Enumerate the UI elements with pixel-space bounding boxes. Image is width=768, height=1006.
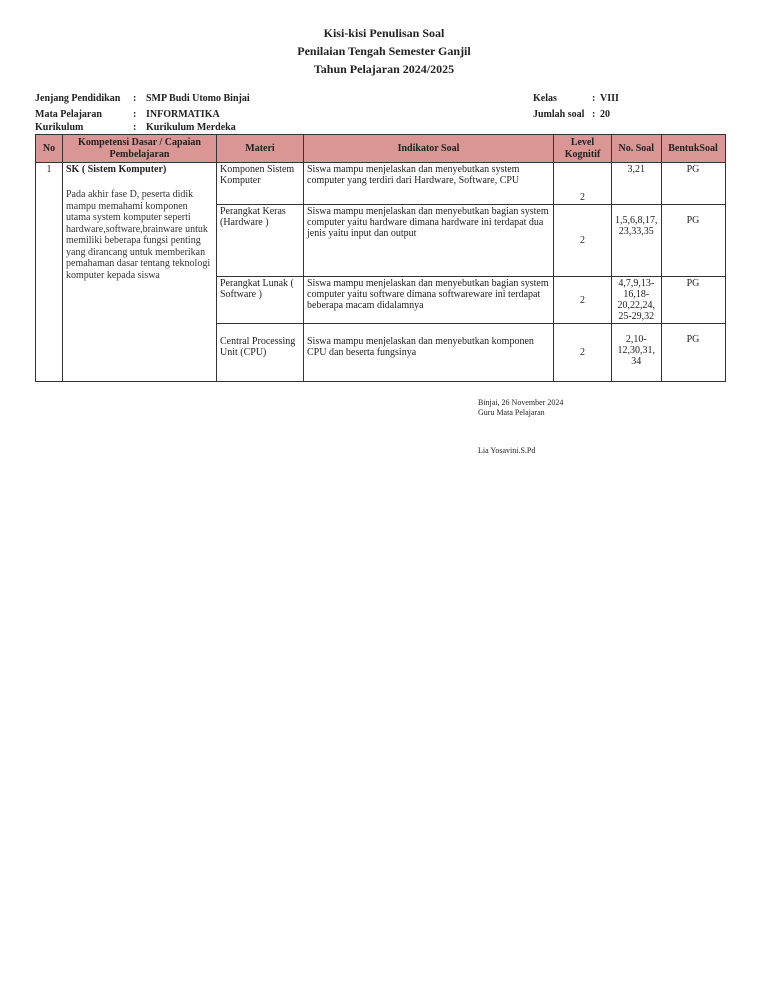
header-indikator: Indikator Soal <box>304 135 554 163</box>
signature-role: Guru Mata Pelajaran <box>478 408 545 417</box>
row-no: 1 <box>36 163 63 382</box>
colon: : <box>592 93 596 104</box>
colon: : <box>133 93 137 104</box>
colon: : <box>133 122 137 133</box>
mapel-label: Mata Pelajaran <box>35 109 102 120</box>
jumlah-value: 20 <box>600 109 610 120</box>
mapel-value: INFORMATIKA <box>146 109 220 120</box>
level-cell: 2 <box>554 205 612 277</box>
indikator-cell: Siswa mampu menjelaskan dan menyebutkan bagian system computer yaitu hardware dimana hardware ini terdapat dua jenis yaitu input dan output <box>304 205 554 277</box>
jumlah-label: Jumlah soal <box>533 109 585 120</box>
indikator-cell: Siswa mampu menjelaskan dan menyebutkan komponen CPU dan beserta fungsinya <box>304 324 554 382</box>
signature-name: Lia Yosavini.S.Pd <box>478 446 536 455</box>
no-soal-cell: 4,7,9,13- 16,18- 20,22,24, 25-29,32 <box>612 277 662 324</box>
kd-cell <box>63 163 217 382</box>
bentuk-cell: PG <box>661 277 725 324</box>
header-kd: Kompetensi Dasar / Capaian Pembelajaran <box>63 135 217 163</box>
doc-subtitle: Penilaian Tengah Semester Ganjil <box>297 44 471 58</box>
colon: : <box>133 109 137 120</box>
colon: : <box>592 109 596 120</box>
indikator-cell: Siswa mampu menjelaskan dan menyebutkan bagian system computer yaitu software dimana softwareware ini terdapat beberapa macam didalamnya <box>304 277 554 324</box>
table-row <box>36 163 726 205</box>
kd-title: SK ( Sistem Komputer) <box>66 164 167 175</box>
indikator-cell: Siswa mampu menjelaskan dan menyebutkan system computer yang terdiri dari Hardware, Software, CPU <box>304 163 554 205</box>
bentuk-cell: PG <box>661 324 725 382</box>
header-level: Level Kognitif <box>554 135 612 163</box>
kd-description: Pada akhir fase D, peserta didik mampu memahami komponen utama system komputer seperti hardware,software,brainware untuk memiliki beberapa fungsi penting yang dirancang untuk memberikan pemahaman dasar tentang teknologi komputer kepada siswa <box>66 189 211 281</box>
kelas-label: Kelas <box>533 93 557 104</box>
header-materi: Materi <box>217 135 304 163</box>
doc-title: Kisi-kisi Penulisan Soal <box>323 26 445 40</box>
materi-cell: Perangkat Keras (Hardware ) <box>217 205 304 277</box>
bentuk-cell: PG <box>661 205 725 277</box>
doc-year: Tahun Pelajaran 2024/2025 <box>313 62 455 76</box>
kurikulum-label: Kurikulum <box>35 122 84 133</box>
no-soal-cell: 2,10- 12,30,31, 34 <box>612 324 662 382</box>
level-cell: 2 <box>554 324 612 382</box>
header-no: No <box>36 135 63 163</box>
kelas-value: VIII <box>600 93 619 104</box>
jenjang-label: Jenjang Pendidikan <box>35 93 121 104</box>
header-no-soal: No. Soal <box>612 135 662 163</box>
jenjang-value: SMP Budi Utomo Binjai <box>146 93 250 104</box>
table-header-row <box>36 135 726 163</box>
materi-cell: Central Processing Unit (CPU) <box>217 324 304 382</box>
kisi-table <box>35 134 726 382</box>
materi-cell: Perangkat Lunak ( Software ) <box>217 277 304 324</box>
header-bentuk: BentukSoal <box>661 135 725 163</box>
no-soal-cell: 1,5,6,8,17, 23,33,35 <box>612 205 662 277</box>
kurikulum-value: Kurikulum Merdeka <box>146 122 236 133</box>
level-cell: 2 <box>554 163 612 205</box>
materi-cell: Komponen Sistem Komputer <box>217 163 304 205</box>
bentuk-cell: PG <box>661 163 725 205</box>
no-soal-cell: 3,21 <box>612 163 662 205</box>
signature-place-date: Binjai, 26 November 2024 <box>478 398 564 407</box>
level-cell: 2 <box>554 277 612 324</box>
